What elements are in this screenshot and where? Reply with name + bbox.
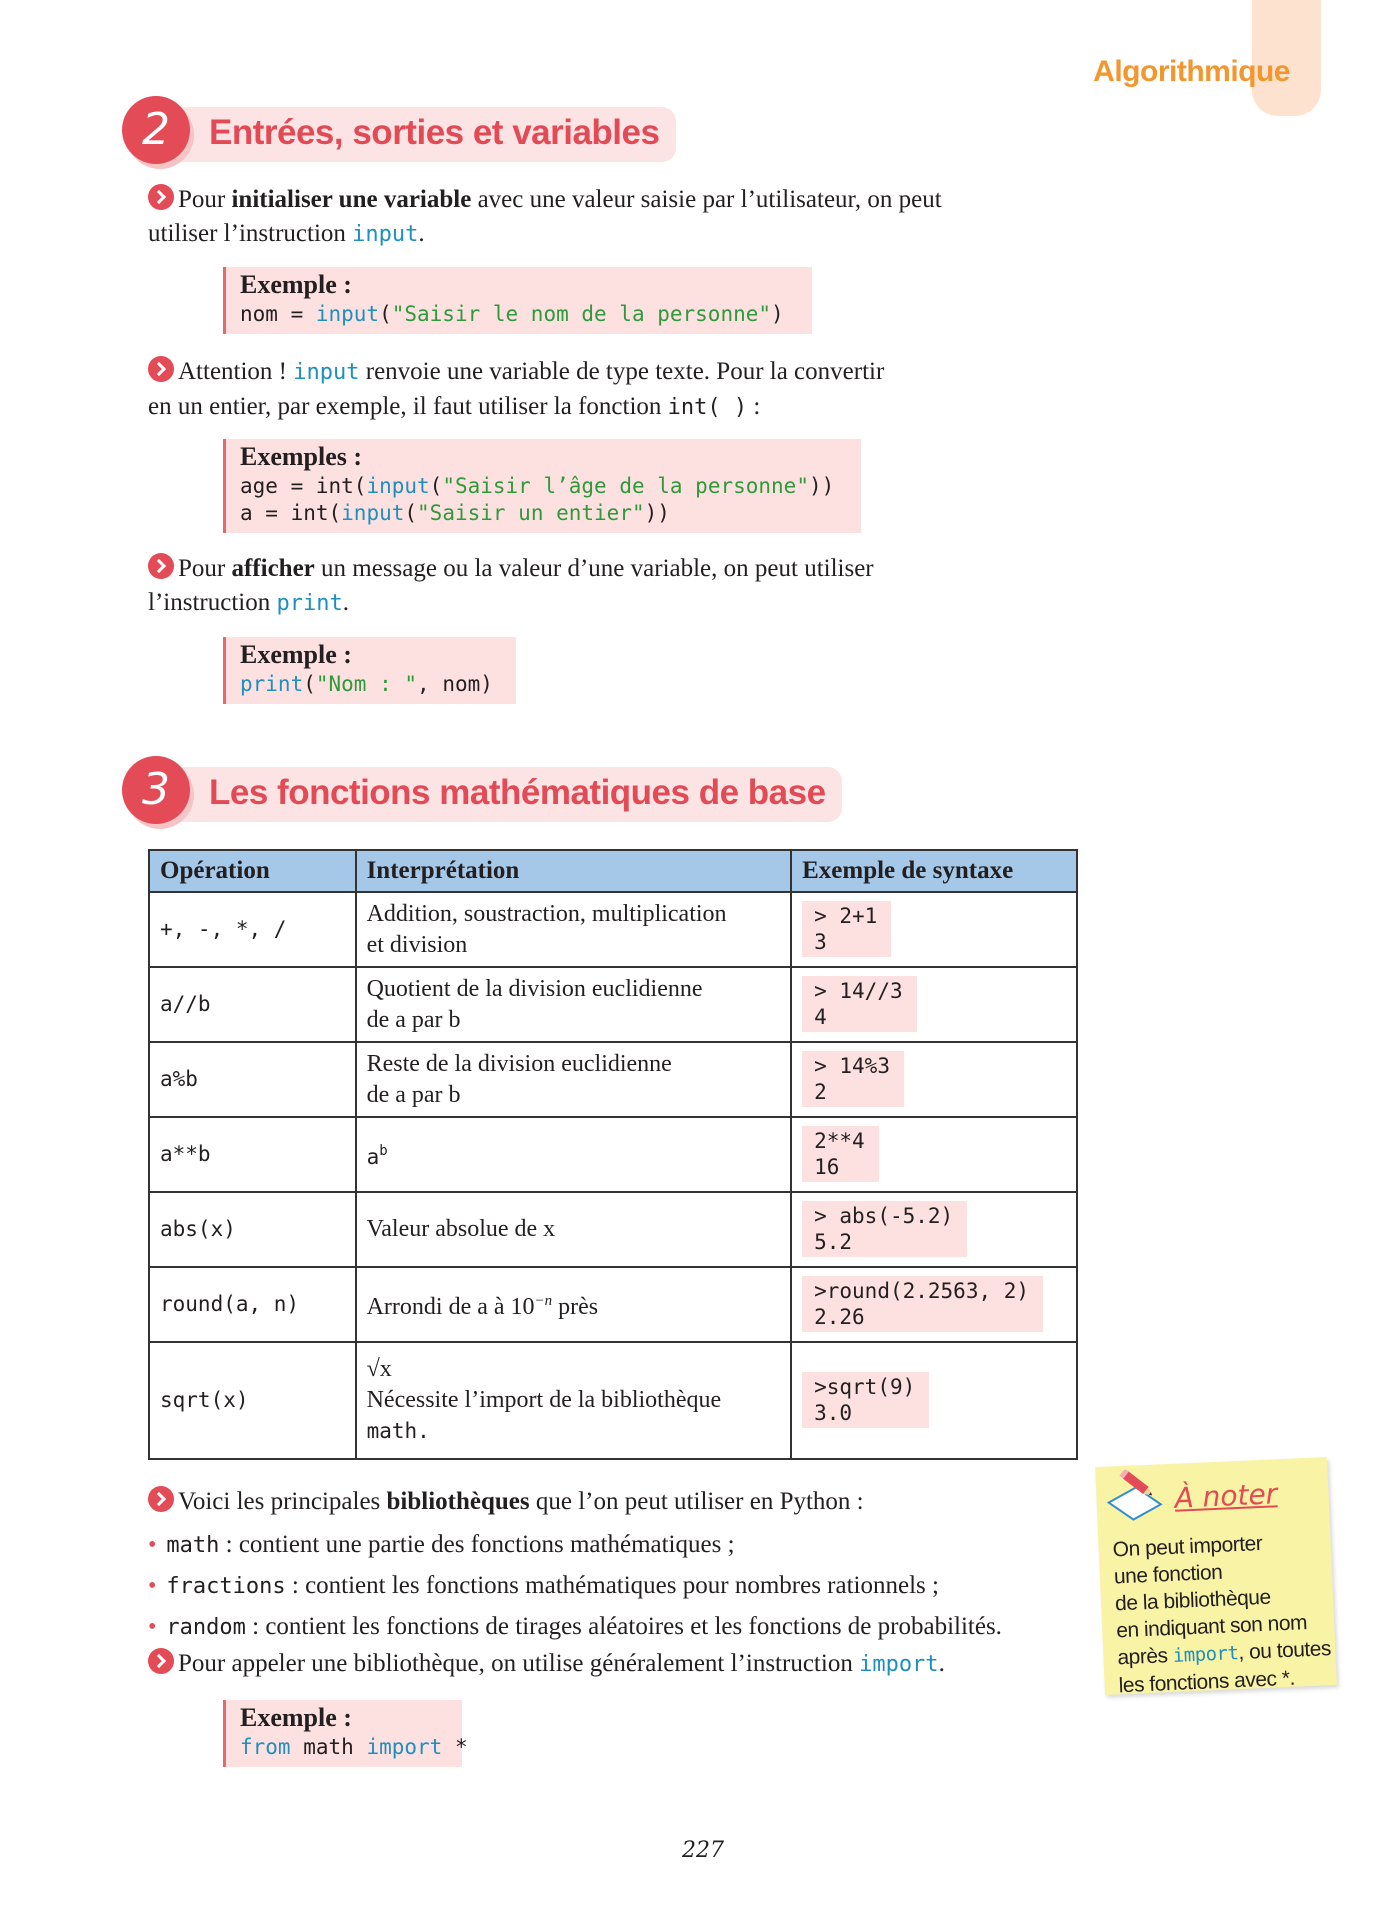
example-code: from math import * [240,1735,468,1759]
section-2-title: Entrées, sorties et variables [209,113,660,152]
syntax-example: 2**4 16 [802,1126,879,1182]
example-box-print [223,637,516,704]
list-item: • random : contient les fonctions de tirages aléatoires et les fonctions de probabilités. [148,1613,1002,1640]
chevron-bullet-icon [148,184,174,210]
cell-syntax [791,967,1077,1042]
table-row [149,1117,1077,1192]
cell-syntax [791,892,1077,967]
cell-interpretation: Arrondi de a à $10^{-n}$ près [356,1267,792,1342]
note-title: À noter [1173,1477,1278,1515]
example-box-input [223,267,812,334]
paragraph-import: Pour appeler une bibliothèque, on utilise généralement l’instruction import. [148,1647,1088,1682]
table-row [149,1192,1077,1267]
example-code: nom = input("Saisir le nom de la personne") [240,302,784,326]
cell-syntax [791,1192,1077,1267]
chevron-bullet-icon [148,1486,174,1512]
cell-interpretation: Valeur absolue de x [356,1192,792,1267]
example-label: Exemple : [240,1703,352,1732]
syntax-example: >round(2.2563, 2) 2.26 [802,1276,1043,1332]
library-list [148,1525,1088,1648]
table-header-row [149,850,1077,892]
example-label: Exemple : [240,270,352,299]
syntax-example: > 2+1 3 [802,901,891,957]
section-2-number: 2 [122,96,190,164]
syntax-example: > 14%3 2 [802,1051,904,1107]
example-code: print("Nom : ", nom) [240,672,493,696]
chevron-bullet-icon [148,553,174,579]
section-3-title: Les fonctions mathématiques de base [209,773,826,812]
cell-interpretation: Reste de la division euclidienne de a par b [356,1042,792,1117]
chevron-bullet-icon [148,1648,174,1674]
table-row [149,967,1077,1042]
section-3-number: 3 [122,756,190,824]
table-row [149,1342,1077,1459]
pencil-icon [1101,1468,1176,1531]
list-item: • math : contient une partie des fonctions mathématiques ; [148,1531,735,1558]
syntax-example: > 14//3 4 [802,976,917,1032]
example-label: Exemple : [240,640,352,669]
column-header-operation: Opération [149,850,356,892]
cell-syntax [791,1042,1077,1117]
cell-interpretation: √x Nécessite l’import de la bibliothèque math. [356,1342,792,1459]
cell-interpretation: $a^b$ [356,1117,792,1192]
cell-syntax [791,1342,1077,1459]
table-row [149,1267,1077,1342]
table-row [149,1042,1077,1117]
paragraph-initialize: Pour initialiser une variable avec une valeur saisie par l’utilisateur, on peut utiliser l’instruction input. [148,186,942,247]
cell-operation: a//b [149,967,356,1042]
example-code-line: a = int(input("Saisir un entier")) [240,501,670,525]
cell-interpretation: Addition, soustraction, multiplication et division [356,892,792,967]
chapter-title: Algorithmique [1093,55,1290,88]
page-number: 227 [682,1838,724,1863]
list-item: • fractions : contient les fonctions mathématiques pour nombres rationnels ; [148,1572,939,1599]
column-header-syntax: Exemple de syntaxe [791,850,1077,892]
math-operations-table [148,849,1078,1460]
cell-operation: a**b [149,1117,356,1192]
paragraph-libraries: Voici les principales bibliothèques que l’on peut utiliser en Python : [148,1485,1088,1519]
syntax-example: > abs(-5.2) 5.2 [802,1201,967,1257]
cell-operation: sqrt(x) [149,1342,356,1459]
example-box-import [223,1700,468,1767]
chevron-bullet-icon [148,356,174,382]
cell-operation: abs(x) [149,1192,356,1267]
cell-syntax [791,1117,1077,1192]
example-label: Exemples : [240,442,363,471]
table-row [149,892,1077,967]
example-code-line: age = int(input("Saisir l’âge de la personne")) [240,474,835,498]
paragraph-print: Pour afficher un message ou la valeur d’une variable, on peut utiliser l’instruction print. [148,555,874,616]
example-box-int [223,439,861,533]
cell-operation: round(a, n) [149,1267,356,1342]
cell-syntax [791,1267,1077,1342]
paragraph-attention: Attention ! input renvoie une variable de type texte. Pour la convertir en un entier, par exemple, il faut utiliser la fonction int( ) : [148,358,885,420]
syntax-example: >sqrt(9) 3.0 [802,1372,929,1428]
cell-interpretation: Quotient de la division euclidienne de a par b [356,967,792,1042]
cell-operation: a%b [149,1042,356,1117]
note-text: On peut importer une fonction de la bibliothèque en indiquant son nom après import, ou toutes les fonctions avec *. [1112,1531,1332,1698]
cell-operation: +, -, *, / [149,892,356,967]
column-header-interpretation: Interprétation [356,850,792,892]
note-sticky [1095,1457,1337,1698]
